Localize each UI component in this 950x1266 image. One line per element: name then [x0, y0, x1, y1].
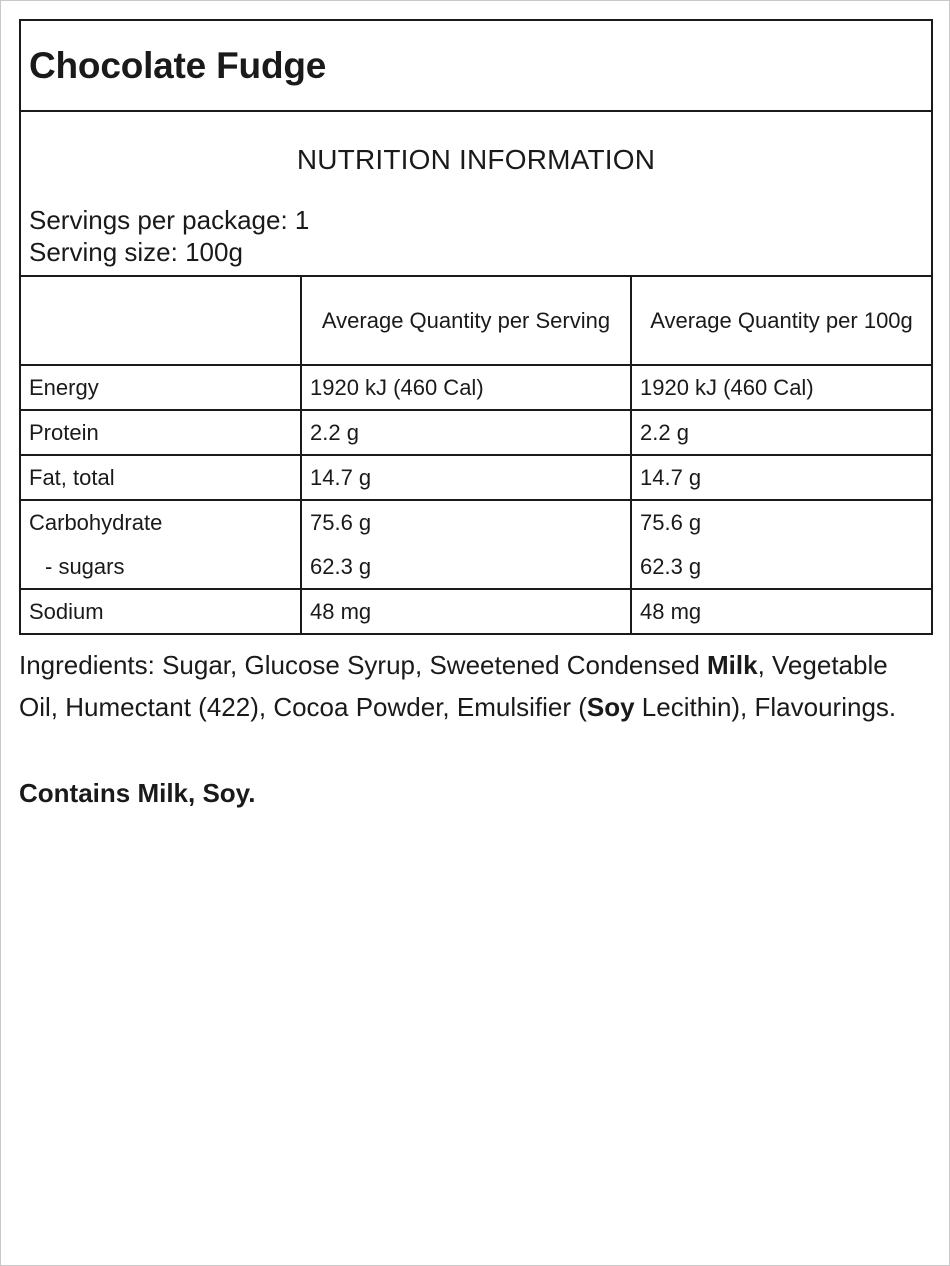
per-100g-value: 14.7 g	[631, 455, 931, 500]
nutrient-name: Fat, total	[21, 455, 301, 500]
ingredients-text	[19, 644, 919, 728]
allergen-statement: Contains Milk, Soy.	[19, 778, 256, 808]
nutrition-label	[19, 19, 933, 635]
per-100g-value: 2.2 g	[631, 410, 931, 455]
nutrition-table	[21, 277, 931, 635]
nutrient-name: Sodium	[21, 589, 301, 634]
per-serving-value: 1920 kJ (460 Cal)	[301, 365, 631, 410]
per-100g-cell	[631, 500, 931, 589]
product-name: Chocolate Fudge	[21, 21, 931, 112]
nutrition-title: NUTRITION INFORMATION	[296, 144, 656, 175]
table-row	[21, 500, 931, 589]
ingredients-part: , Vegetable Oil, Humectant (422), Cocoa Powder, Emulsifier (	[19, 650, 888, 722]
nutrition-header	[21, 112, 931, 277]
per-100g-value: 48 mg	[631, 589, 931, 634]
column-header-nutrient	[21, 277, 301, 365]
per-100g-value: 75.6 g	[640, 509, 702, 535]
nutrient-name-cell	[21, 500, 301, 589]
serving-info	[29, 204, 309, 268]
sub-nutrient-name: - sugars	[45, 553, 125, 579]
nutrient-name: Carbohydrate	[29, 509, 163, 535]
table-row	[21, 589, 931, 634]
column-header-per-serving: Average Quantity per Serving	[301, 277, 631, 365]
table-header-row	[21, 277, 931, 365]
allergen-milk: Milk	[707, 650, 758, 680]
nutrient-name: Protein	[21, 410, 301, 455]
table-row	[21, 455, 931, 500]
per-serving-cell	[301, 500, 631, 589]
per-serving-value: 75.6 g	[310, 509, 372, 535]
ingredients-part: Lecithin), Flavourings.	[634, 692, 897, 722]
table-row	[21, 410, 931, 455]
per-100g-value: 62.3 g	[640, 553, 702, 579]
servings-per-package: Servings per package: 1	[29, 205, 310, 235]
per-serving-value: 2.2 g	[301, 410, 631, 455]
table-row	[21, 365, 931, 410]
per-serving-value: 14.7 g	[301, 455, 631, 500]
per-100g-value: 1920 kJ (460 Cal)	[631, 365, 931, 410]
per-serving-value: 62.3 g	[310, 553, 372, 579]
serving-size: Serving size: 100g	[29, 237, 243, 267]
nutrient-name: Energy	[21, 365, 301, 410]
column-header-per-100g: Average Quantity per 100g	[631, 277, 931, 365]
ingredients-part: Ingredients: Sugar, Glucose Syrup, Sweetened Condensed	[19, 650, 707, 680]
per-serving-value: 48 mg	[301, 589, 631, 634]
allergen-soy: Soy	[586, 692, 635, 722]
